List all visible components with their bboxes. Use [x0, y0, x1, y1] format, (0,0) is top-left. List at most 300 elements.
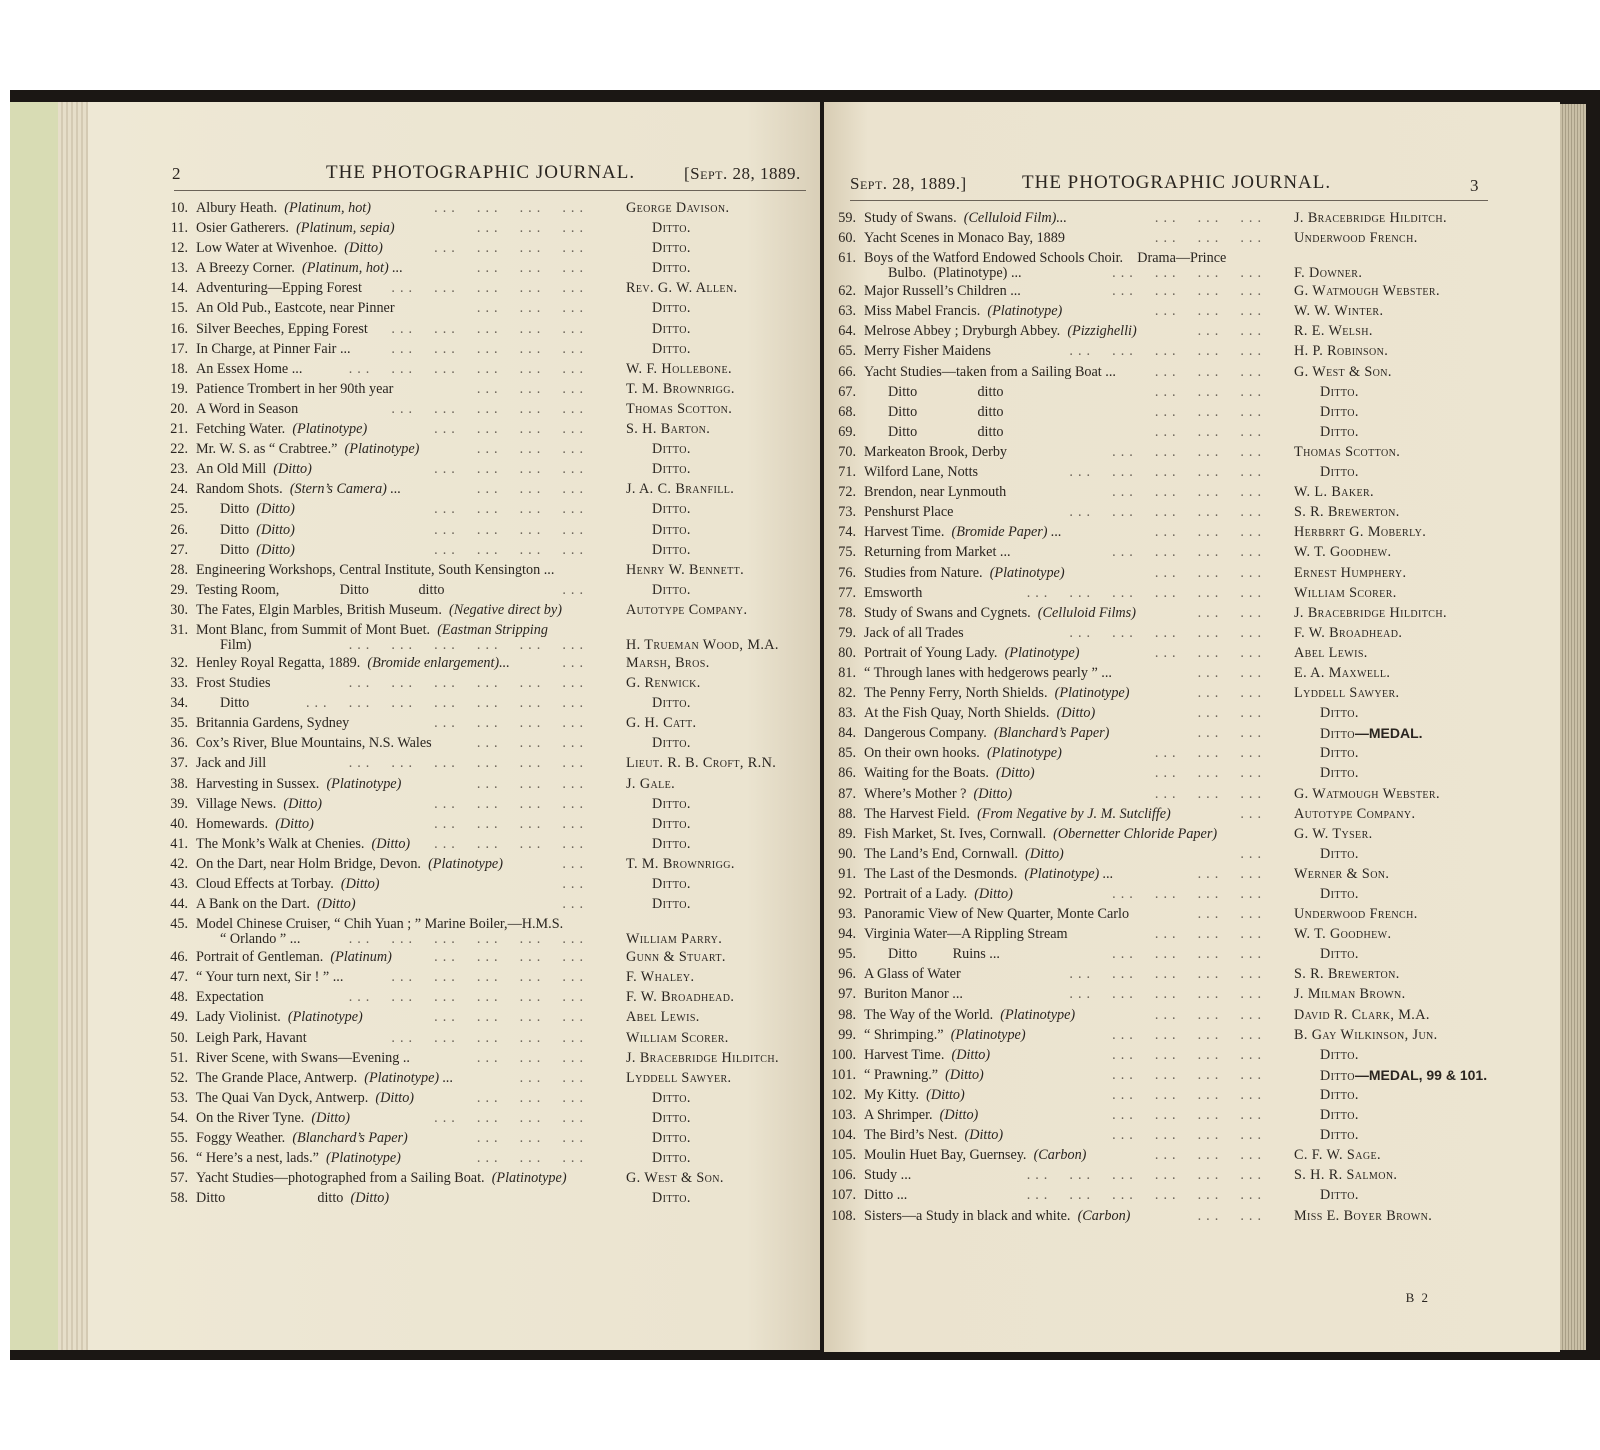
entry-exhibitor [1294, 984, 1406, 1004]
entry-exhibitor [1294, 228, 1418, 248]
entry-number: 56. [170, 1150, 188, 1167]
entry-process-note: (Ditto) [964, 1127, 1004, 1144]
entry-exhibitor-name: Ditto. [1320, 845, 1359, 862]
entry-number: 60. [838, 230, 856, 247]
leader-dots: ... ... ... ... ... ... [348, 636, 588, 653]
catalogue-entry [826, 462, 1486, 482]
entry-number: 92. [838, 886, 856, 902]
entry-title-text: Homewards. [196, 815, 269, 832]
entry-exhibitor [1294, 1025, 1438, 1045]
entry-number: 52. [170, 1069, 188, 1086]
leader-dots: ... ... ... [1154, 745, 1266, 762]
entry-title [888, 422, 1003, 442]
entry-number: 39. [170, 795, 188, 812]
entry-process-note: (Platinotype) ... [1024, 865, 1114, 882]
entry-number: 61. [838, 250, 856, 267]
entry-exhibitor [1294, 281, 1440, 301]
entry-number: 81. [838, 664, 856, 681]
entry-exhibitor [1320, 944, 1359, 964]
entry-title [864, 362, 1116, 382]
entry-exhibitor-name: G. West & Son. [1294, 363, 1392, 380]
catalogue-entry [158, 198, 808, 218]
entry-exhibitor [626, 198, 729, 218]
entry-process-note: (Ditto) [256, 501, 295, 518]
entry-process-note: (Platinum, hot) ... [301, 260, 403, 277]
entry-title [196, 947, 392, 967]
entry-title-text: Ditto ditto [888, 383, 1004, 400]
entry-title-text: The Quai Van Dyck, Antwerp. [196, 1089, 369, 1106]
catalogue-entry [158, 1048, 808, 1068]
leader-dots: ... ... ... [1154, 210, 1266, 226]
leader-dots: ... ... ... [476, 260, 588, 277]
entry-number: 74. [838, 524, 856, 541]
entry-exhibitor-name: Henry W. Bennett. [626, 561, 745, 578]
entry-exhibitor [1294, 784, 1440, 804]
entry-exhibitor-name: G. H. Catt. [626, 715, 697, 732]
catalogue-entry [158, 258, 808, 278]
entry-title [196, 1068, 453, 1088]
entry-exhibitor-name: David R. Clark, M.A. [1294, 1006, 1430, 1023]
entry-title-text: A Breezy Corner. [196, 260, 295, 277]
leader-dots: ... ... ... ... [434, 521, 588, 538]
catalogue-entry [158, 693, 808, 713]
entry-exhibitor [1294, 583, 1397, 603]
entry-process-note: (Ditto) [283, 795, 323, 812]
catalogue-entry [826, 321, 1486, 341]
entry-title-text: “ Shrimping.” [864, 1026, 944, 1043]
entry-number: 34. [170, 695, 188, 712]
entry-title [864, 623, 964, 643]
entry-process-note: (Platinotype) [1004, 644, 1080, 661]
catalogue-entry [158, 814, 808, 834]
entry-exhibitor-name: Underwood French. [1294, 230, 1418, 247]
entry-exhibitor-name: Abel Lewis. [626, 1009, 700, 1026]
leader-dots: ... ... ... [476, 220, 588, 237]
entry-title [864, 1025, 1026, 1045]
leader-dots: ... ... ... [476, 735, 588, 752]
entry-exhibitor-name: G. Watmough Webster. [1294, 283, 1440, 300]
entry-exhibitor-name: J. A. C. Branfill. [626, 481, 735, 498]
entry-title-text: Cox’s River, Blue Mountains, N.S. Wales [196, 735, 432, 752]
entry-process-note: (Platinotype) [287, 1009, 363, 1026]
entry-exhibitor-name: William Parry. [626, 931, 723, 948]
entry-number: 26. [170, 521, 188, 538]
entry-title [196, 399, 298, 419]
entry-number: 90. [838, 845, 856, 862]
catalogue-entry [826, 1145, 1486, 1165]
catalogue-entry [158, 339, 808, 359]
entry-title-text: Cloud Effects at Torbay. [196, 876, 334, 892]
entry-title-text: “ Through lanes with hedgerows pearly ” ... [864, 664, 1112, 681]
entry-number: 29. [170, 581, 188, 598]
entry-title [196, 258, 403, 278]
entry-number: 82. [838, 685, 856, 702]
entry-title-text: The Bird’s Nest. [864, 1127, 958, 1144]
medal-award: —MEDAL, 99 & 101. [1354, 1066, 1488, 1083]
leader-dots: ... ... ... [476, 1130, 588, 1147]
leader-dots: ... ... [1197, 906, 1266, 923]
entry-number: 89. [838, 825, 856, 842]
entry-exhibitor [626, 560, 744, 580]
catalogue-entry [158, 359, 808, 379]
entry-title-text: Village News. [196, 795, 277, 812]
entry-exhibitor-name: Lyddell Sawyer. [1294, 685, 1400, 702]
entry-exhibitor [1320, 1185, 1359, 1205]
entry-title [864, 1005, 1075, 1025]
entry-title [864, 462, 978, 482]
entry-process-note: (Platinum, sepia) [296, 220, 395, 237]
catalogue-entry [826, 281, 1486, 301]
entry-exhibitor [652, 540, 691, 560]
entry-number: 106. [831, 1167, 856, 1184]
leader-dots: ... ... ... ... [434, 1009, 588, 1026]
entry-title [196, 379, 393, 399]
entry-title [864, 784, 1012, 804]
entry-exhibitor-name: Ditto. [652, 1150, 691, 1167]
entry-title-text: On the Dart, near Holm Bridge, Devon. [196, 855, 421, 872]
entry-number: 72. [838, 484, 856, 501]
entry-title [196, 319, 368, 339]
entry-exhibitor [652, 339, 691, 359]
entry-number: 35. [170, 715, 188, 732]
catalogue-entry [158, 499, 808, 519]
left-page [88, 102, 820, 1350]
entry-number: 105. [831, 1147, 856, 1164]
entry-process-note: (Ditto) [371, 835, 411, 852]
entry-number: 27. [170, 541, 188, 558]
entry-exhibitor [626, 479, 734, 499]
entry-exhibitor-name: Ditto. [652, 1190, 691, 1207]
entry-exhibitor-name: Werner & Son. [1294, 865, 1390, 882]
entry-process-note: (From Negative by J. M. Sutcliffe) [977, 805, 1171, 822]
leader-dots: ... ... ... ... [1112, 1046, 1266, 1063]
entry-title [864, 208, 1067, 228]
entry-number: 69. [838, 423, 856, 440]
entry-number: 53. [170, 1089, 188, 1106]
entry-number: 86. [838, 765, 856, 782]
entry-exhibitor-name: W. L. Baker. [1294, 484, 1374, 501]
entry-title [864, 884, 1013, 904]
entry-exhibitor-name: Ditto. [1320, 1107, 1359, 1124]
entry-number: 71. [838, 464, 856, 481]
entry-exhibitor-name: Ditto. [1320, 946, 1359, 963]
entry-title [220, 693, 249, 713]
entry-title [196, 1188, 389, 1208]
catalogue-entry [158, 399, 808, 419]
catalogue-entry [826, 248, 1486, 281]
entry-title [196, 198, 371, 218]
catalogue-entry [158, 520, 808, 540]
leader-dots: ... ... ... [1154, 926, 1266, 943]
entry-title-text: Boys of the Watford Endowed Schools Choir. Drama—Prince [864, 250, 1227, 267]
entry-exhibitor-name: F. W. Broadhead. [1294, 624, 1403, 641]
right-page-number: 3 [1470, 176, 1479, 195]
entry-title-text: “ Here’s a nest, lads.” [196, 1150, 319, 1167]
entry-number: 100. [831, 1046, 856, 1063]
entry-exhibitor-name: Ditto. [652, 695, 691, 712]
catalogue-entry [826, 442, 1486, 462]
right-date: Sept. 28, 1889.] [850, 174, 967, 193]
entry-process-note: (Blanchard’s Paper) [993, 725, 1110, 742]
entry-title [196, 874, 380, 894]
leader-dots: ... ... ... [1154, 423, 1266, 440]
entry-title [196, 673, 271, 693]
entry-exhibitor [652, 1088, 691, 1108]
entry-exhibitor [1294, 603, 1447, 623]
entry-exhibitor [1320, 1045, 1359, 1065]
entry-exhibitor-name: Ditto. [1320, 1046, 1359, 1063]
entry-process-note: (Platinotype) [491, 1170, 567, 1187]
entry-process-note: (Ditto) [316, 896, 356, 913]
catalogue-entry [158, 479, 808, 499]
entry-exhibitor [626, 399, 732, 419]
entry-exhibitor-name: H. P. Robinson. [1294, 343, 1389, 360]
entry-number: 79. [838, 624, 856, 641]
catalogue-entry [158, 1148, 808, 1168]
entry-exhibitor [1294, 643, 1368, 663]
entry-title-text: The Grande Place, Antwerp. [196, 1069, 358, 1086]
entry-title [196, 1088, 414, 1108]
entry-number: 43. [170, 876, 188, 892]
entry-title-text: Patience Trombert in her 90th year [196, 380, 394, 397]
entry-process-note: (Platinotype) [950, 1026, 1026, 1043]
catalogue-entry [826, 1005, 1486, 1025]
leader-dots: ... ... ... ... [1112, 1086, 1266, 1103]
leader-dots: ... ... ... ... [1112, 1107, 1266, 1124]
entry-exhibitor-name: Ditto. [1320, 1127, 1359, 1144]
entry-number: 85. [838, 745, 856, 762]
entry-number: 20. [170, 400, 188, 417]
entry-title-text: Albury Heath. [196, 200, 278, 216]
entry-title [196, 814, 314, 834]
entry-title-text: Ditto [220, 541, 250, 558]
leader-dots: ... [562, 876, 588, 892]
leader-dots: ... ... ... ... [434, 795, 588, 812]
entry-title-text: Ditto Ruins ... [888, 946, 1000, 963]
entry-exhibitor [1294, 804, 1415, 824]
leader-dots: ... ... ... ... ... ... [348, 931, 588, 948]
catalogue-entry [158, 967, 808, 987]
leader-dots: ... ... ... ... [434, 461, 588, 478]
entry-title [864, 228, 1065, 248]
entry-title-continuation: Bulbo. (Platinotype) ... [888, 265, 1022, 282]
entry-title-text: River Scene, with Swans—Evening .. [196, 1049, 410, 1066]
entry-title [864, 1125, 1003, 1145]
entry-title [196, 753, 266, 773]
entry-title [864, 1085, 965, 1105]
catalogue-entry [826, 502, 1486, 522]
entry-exhibitor-name: G. Watmough Webster. [1294, 785, 1440, 802]
entry-number: 37. [170, 755, 188, 772]
entry-exhibitor [652, 1128, 691, 1148]
entry-title-text: Buriton Manor ... [864, 986, 963, 1003]
catalogue-entry [826, 683, 1486, 703]
entry-title [864, 301, 1062, 321]
entry-title [196, 653, 510, 673]
entry-process-note: (Celluloid Film)... [963, 210, 1067, 226]
catalogue-entry [826, 924, 1486, 944]
leader-dots: ... ... ... [476, 441, 588, 458]
entry-exhibitor-name: Ditto. [652, 501, 691, 518]
catalogue-entry [158, 753, 808, 773]
catalogue-entry [826, 723, 1486, 743]
entry-process-note: (Blanchard’s Paper) [292, 1130, 408, 1147]
entry-title-text: Ditto ditto [888, 403, 1004, 420]
entry-exhibitor-name: Ditto. [1320, 464, 1359, 481]
leader-dots: ... ... ... ... ... [391, 1029, 588, 1046]
entry-exhibitor [626, 419, 710, 439]
entry-exhibitor [652, 238, 691, 258]
entry-exhibitor-name: H. Trueman Wood, M.A. [626, 636, 779, 653]
entry-exhibitor [1294, 864, 1389, 884]
entry-exhibitor [1294, 301, 1383, 321]
catalogue-entry [158, 580, 808, 600]
entry-number: 84. [838, 725, 856, 742]
entry-title-text: Harvesting in Sussex. [196, 775, 320, 792]
leader-dots: ... ... ... ... ... [391, 400, 588, 417]
entry-exhibitor [1294, 1145, 1381, 1165]
entry-title [864, 703, 1095, 723]
entry-exhibitor [626, 1068, 732, 1088]
entry-number: 57. [170, 1170, 188, 1187]
entry-number: 101. [831, 1066, 856, 1083]
page-stack-edge [58, 102, 88, 1350]
entry-number: 21. [170, 421, 188, 438]
entry-title [196, 580, 444, 600]
catalogue-entry [826, 542, 1486, 562]
leader-dots: ... ... ... ... [1112, 1127, 1266, 1144]
entry-exhibitor [626, 1028, 729, 1048]
entry-title [220, 540, 295, 560]
entry-title-text: Jack and Jill [196, 755, 267, 772]
entry-title-text: Engineering Workshops, Central Institute, South Kensington ... [196, 561, 555, 578]
entry-process-note: (Platinum, hot) [284, 200, 371, 216]
entry-exhibitor [626, 653, 710, 673]
left-entry-list [158, 198, 808, 1208]
entry-exhibitor-name: J. Milman Brown. [1294, 986, 1406, 1003]
entry-number: 95. [838, 946, 856, 963]
entry-title-text: The Penny Ferry, North Shields. [864, 685, 1048, 702]
entry-number: 67. [838, 383, 856, 400]
entry-title [196, 419, 367, 439]
entry-number: 30. [170, 601, 188, 618]
entry-title [864, 804, 1171, 824]
entry-title-text: A Glass of Water [864, 966, 961, 983]
entry-title-text: Testing Room, Ditto ditto [196, 581, 445, 598]
entry-title [196, 560, 554, 580]
leader-dots: ... ... ... ... ... ... [348, 755, 588, 772]
leader-dots: ... ... ... ... ... [1069, 343, 1266, 360]
leader-dots: ... ... ... ... [1112, 946, 1266, 963]
entry-number: 88. [838, 805, 856, 822]
entry-title [864, 583, 922, 603]
catalogue-entry [826, 362, 1486, 382]
entry-title-text: Ditto [220, 695, 250, 712]
entry-number: 62. [838, 283, 856, 300]
entry-exhibitor [626, 278, 738, 298]
entry-title-text: Portrait of Gentleman. [196, 949, 324, 966]
entry-exhibitor [652, 874, 691, 894]
leader-dots: ... [562, 855, 588, 872]
entry-exhibitor [626, 753, 776, 773]
leader-dots: ... ... ... ... ... [391, 280, 588, 297]
entry-title-text: An Essex Home ... [196, 360, 303, 377]
entry-title [888, 382, 1003, 402]
leader-dots: ... [562, 896, 588, 913]
leader-dots: ... ... ... [476, 775, 588, 792]
entry-title-text: Ditto [220, 501, 250, 518]
entry-exhibitor-name: Lyddell Sawyer. [626, 1069, 732, 1086]
catalogue-entry [158, 439, 808, 459]
entry-title-text: Emsworth [864, 584, 923, 601]
entry-title-text: Mont Blanc, from Summit of Mont Buet. [196, 621, 431, 638]
leader-dots: ... ... [1197, 604, 1266, 621]
leader-dots: ... ... ... [1154, 765, 1266, 782]
entry-exhibitor [626, 600, 747, 620]
entry-exhibitor [626, 635, 779, 655]
entry-exhibitor-name: Ditto. [652, 300, 691, 317]
leader-dots: ... ... ... [476, 1150, 588, 1167]
entry-title-text: Portrait of a Lady. [864, 886, 968, 902]
entry-title [864, 1145, 1086, 1165]
entry-process-note: (Platinotype) [1054, 685, 1130, 702]
entry-process-note: (Platinotype) [326, 775, 402, 792]
entry-number: 24. [170, 481, 188, 498]
entry-number: 48. [170, 989, 188, 1006]
entry-exhibitor [626, 1007, 700, 1027]
catalogue-entry [826, 984, 1486, 1004]
catalogue-entry [826, 522, 1486, 542]
entry-exhibitor-name: Ditto. [652, 1089, 691, 1106]
catalogue-entry [826, 1045, 1486, 1065]
entry-title-text: Henley Royal Regatta, 1889. [196, 654, 361, 671]
entry-title-text: The Way of the World. [864, 1006, 994, 1023]
entry-title-text: Study ... [864, 1167, 912, 1184]
green-endpaper [10, 102, 58, 1350]
leader-dots: ... ... ... ... ... [391, 340, 588, 357]
entry-number: 68. [838, 403, 856, 420]
entry-title-text: Fish Market, St. Ives, Cornwall. [864, 825, 1047, 842]
entry-number: 64. [838, 323, 856, 340]
leader-dots: ... ... ... ... ... [1069, 966, 1266, 983]
entry-process-note: (Platinotype) [326, 1150, 401, 1167]
catalogue-entry [158, 854, 808, 874]
leader-dots: ... ... ... [1154, 383, 1266, 400]
leader-dots: ... ... ... [476, 1089, 588, 1106]
catalogue-entry [826, 1085, 1486, 1105]
leader-dots: ... ... [519, 1069, 588, 1086]
leader-dots: ... ... ... ... ... ... [348, 360, 588, 377]
catalogue-entry [826, 964, 1486, 984]
entry-exhibitor [1294, 263, 1362, 283]
entry-exhibitor [1320, 723, 1423, 744]
catalogue-entry [158, 987, 808, 1007]
entry-title [864, 964, 961, 984]
leader-dots: ... ... ... ... ... ... [1026, 1167, 1266, 1184]
catalogue-entry [158, 794, 808, 814]
entry-exhibitor [626, 947, 726, 967]
entry-title [864, 603, 1136, 623]
catalogue-entry [158, 278, 808, 298]
entry-number: 55. [170, 1130, 188, 1147]
entry-title [864, 321, 1137, 341]
entry-number: 73. [838, 504, 856, 521]
entry-exhibitor-name: Rev. G. W. Allen. [626, 280, 738, 297]
entry-title-text: At the Fish Quay, North Shields. [864, 705, 1050, 722]
entry-number: 45. [170, 916, 188, 933]
entry-exhibitor-name: T. M. Brownrigg. [626, 855, 735, 872]
entry-number: 96. [838, 966, 856, 983]
